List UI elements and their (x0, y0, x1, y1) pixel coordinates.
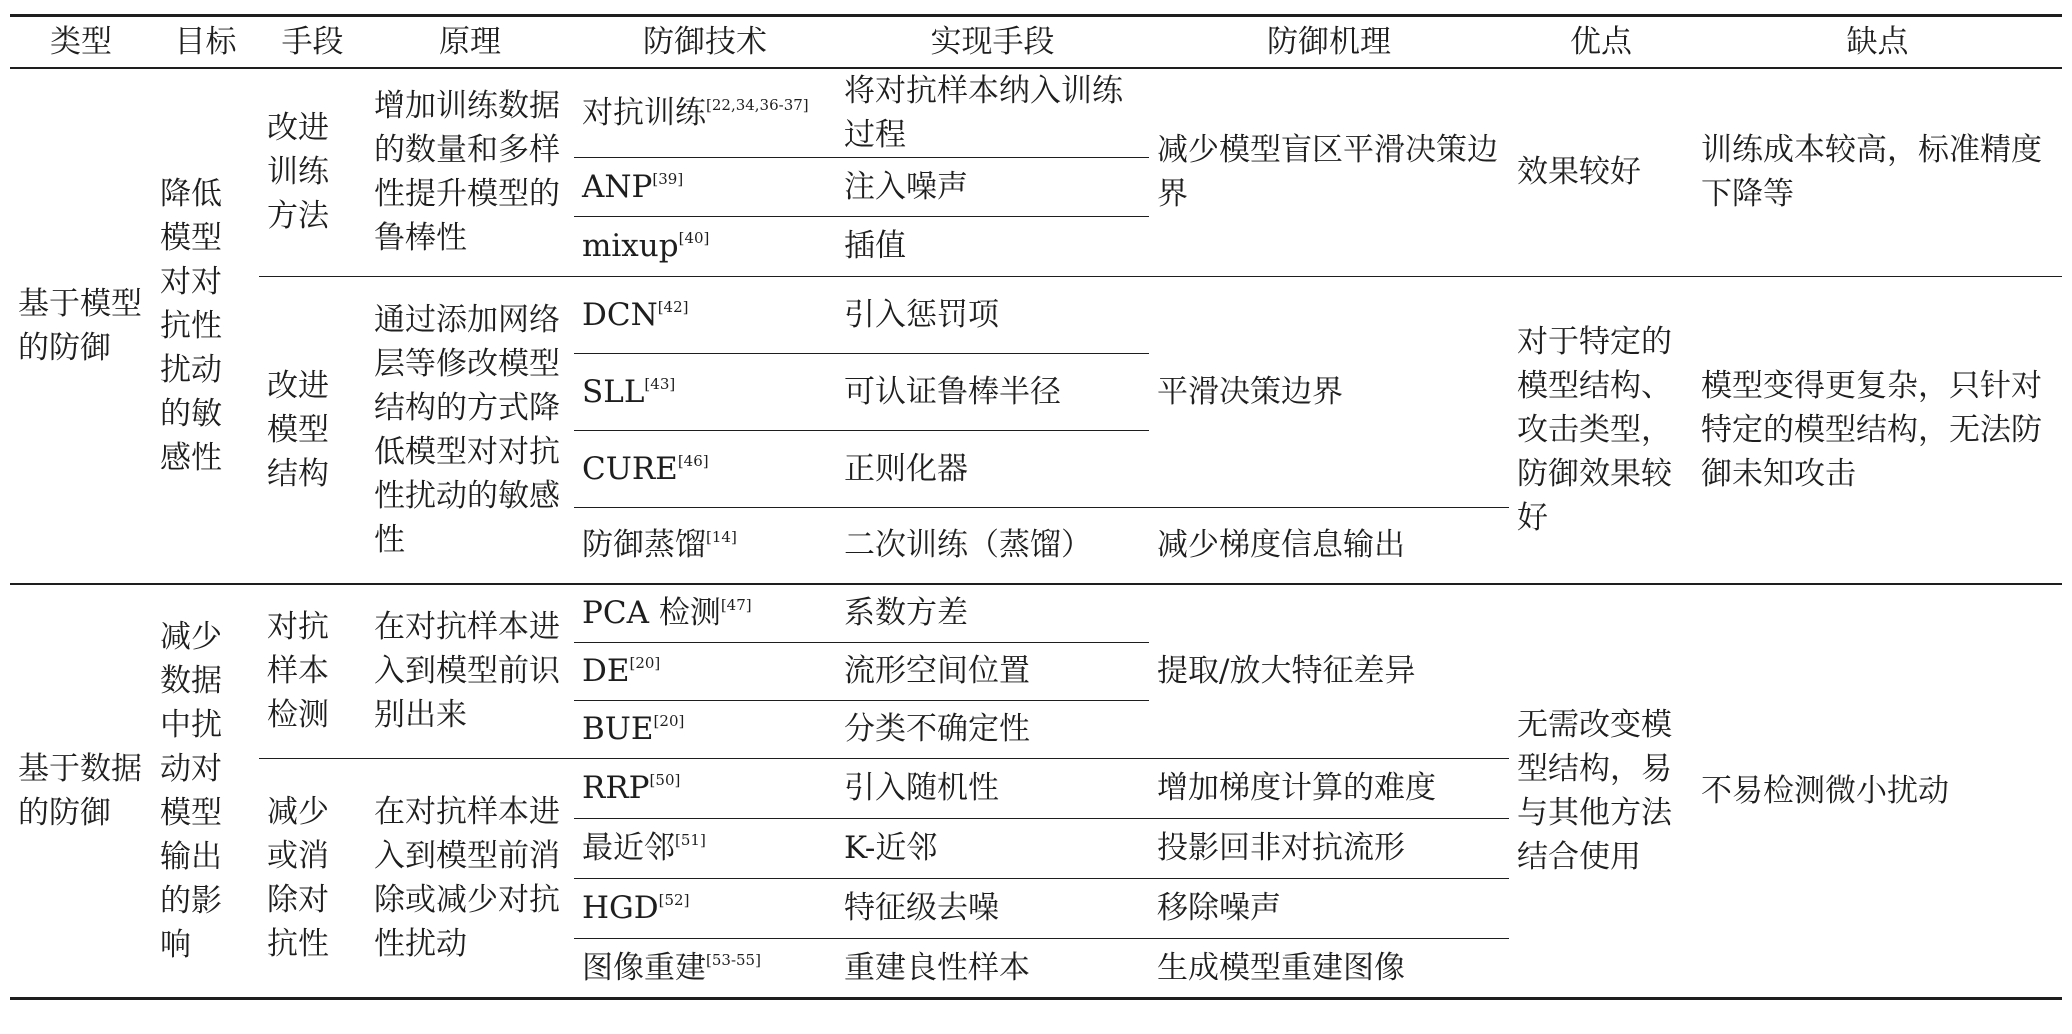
reference-mark: [47] (720, 596, 752, 615)
reference-mark: [51] (675, 831, 706, 849)
reference-mark: [22,34,36-37] (706, 95, 809, 114)
technique-cell (574, 216, 836, 276)
technique-cell (574, 700, 836, 758)
reference-mark: [42] (657, 297, 689, 316)
table-row (10, 68, 2062, 158)
type-cell: 基于数据的防御 (10, 584, 152, 998)
reference-mark: [40] (678, 229, 710, 247)
reference-mark: [20] (653, 712, 685, 730)
technique-name: mixup (582, 228, 679, 264)
reference-mark: [46] (677, 451, 709, 470)
implementation-cell: 正则化器 (836, 430, 1149, 507)
technique-cell (574, 276, 836, 353)
header-technique: 防御技术 (574, 16, 836, 68)
technique-cell (574, 157, 836, 216)
defense-methods-table (10, 14, 2062, 1000)
technique-cell (574, 584, 836, 642)
table-row (10, 584, 2062, 642)
technique-name: SLL (582, 373, 645, 410)
header-disadvantage: 缺点 (1693, 16, 2062, 68)
mechanism-cell: 减少模型盲区平滑决策边界 (1149, 68, 1509, 277)
mechanism-cell: 平滑决策边界 (1149, 276, 1509, 507)
method-cell: 减少或消除对抗性 (259, 758, 366, 998)
implementation-cell: 插值 (836, 216, 1149, 276)
method-cell: 改进模型结构 (259, 276, 366, 584)
goal-cell: 降低模型对对抗性扰动的敏感性 (152, 68, 259, 585)
implementation-cell: 二次训练（蒸馏） (836, 507, 1149, 584)
implementation-cell: 可认证鲁棒半径 (836, 353, 1149, 430)
technique-cell (574, 430, 836, 507)
technique-name: RRP (582, 770, 650, 806)
header-method: 手段 (259, 16, 366, 68)
technique-name: BUE (582, 711, 654, 747)
principle-cell: 在对抗样本进入到模型前识别出来 (366, 584, 574, 758)
disadvantage-cell: 训练成本较高，标准精度下降等 (1693, 68, 2062, 277)
advantage-cell: 对于特定的模型结构、攻击类型，防御效果较好 (1509, 276, 1693, 584)
mechanism-cell: 减少梯度信息输出 (1149, 507, 1509, 584)
method-cell: 改进训练方法 (259, 68, 366, 277)
technique-name: ANP (582, 168, 653, 205)
header-type: 类型 (10, 16, 152, 68)
reference-mark: [43] (644, 374, 676, 393)
implementation-cell: 分类不确定性 (836, 700, 1149, 758)
technique-name: HGD (582, 890, 659, 926)
implementation-cell: 将对抗样本纳入训练过程 (836, 68, 1149, 158)
technique-name: 对抗训练 (582, 94, 706, 131)
implementation-cell: 引入惩罚项 (836, 276, 1149, 353)
header-goal: 目标 (152, 16, 259, 68)
technique-name: 图像重建 (582, 949, 706, 986)
type-cell: 基于模型的防御 (10, 68, 152, 585)
header-advantage: 优点 (1509, 16, 1693, 68)
technique-name: DCN (582, 296, 658, 333)
technique-cell (574, 938, 836, 998)
technique-name: PCA 检测 (582, 595, 721, 632)
reference-mark: [53-55] (706, 950, 761, 969)
disadvantage-cell: 模型变得更复杂，只针对特定的模型结构，无法防御未知攻击 (1693, 276, 2062, 584)
implementation-cell: 重建良性样本 (836, 938, 1149, 998)
header-mechanism: 防御机理 (1149, 16, 1509, 68)
method-cell: 对抗样本检测 (259, 584, 366, 758)
technique-cell (574, 818, 836, 878)
principle-cell: 增加训练数据的数量和多样性提升模型的鲁棒性 (366, 68, 574, 277)
goal-cell: 减少数据中扰动对模型输出的影响 (152, 584, 259, 998)
technique-cell (574, 642, 836, 700)
technique-cell (574, 758, 836, 818)
technique-cell (574, 68, 836, 158)
implementation-cell: 流形空间位置 (836, 642, 1149, 700)
header-principle: 原理 (366, 16, 574, 68)
table-row (10, 276, 2062, 353)
header-row (10, 16, 2062, 68)
reference-mark: [39] (652, 169, 684, 188)
implementation-cell: 系数方差 (836, 584, 1149, 642)
mechanism-cell: 投影回非对抗流形 (1149, 818, 1509, 878)
technique-cell (574, 507, 836, 584)
reference-mark: [14] (706, 528, 737, 547)
disadvantage-cell: 不易检测微小扰动 (1693, 584, 2062, 998)
mechanism-cell: 生成模型重建图像 (1149, 938, 1509, 998)
reference-mark: [50] (649, 771, 681, 789)
advantage-cell: 无需改变模型结构，易与其他方法结合使用 (1509, 584, 1693, 998)
principle-cell: 在对抗样本进入到模型前消除或减少对抗性扰动 (366, 758, 574, 998)
technique-name: CURE (582, 450, 678, 487)
technique-name: 最近邻 (582, 830, 675, 866)
mechanism-cell: 移除噪声 (1149, 878, 1509, 938)
mechanism-cell: 提取/放大特征差异 (1149, 584, 1509, 758)
header-implementation: 实现手段 (836, 16, 1149, 68)
implementation-cell: 特征级去噪 (836, 878, 1149, 938)
principle-cell: 通过添加网络层等修改模型结构的方式降低模型对对抗性扰动的敏感性 (366, 276, 574, 584)
technique-cell (574, 878, 836, 938)
reference-mark: [20] (629, 654, 661, 672)
implementation-cell: 引入随机性 (836, 758, 1149, 818)
technique-name: 防御蒸馏 (582, 527, 706, 564)
implementation-cell: 注入噪声 (836, 157, 1149, 216)
reference-mark: [52] (658, 891, 690, 909)
advantage-cell: 效果较好 (1509, 68, 1693, 277)
mechanism-cell: 增加梯度计算的难度 (1149, 758, 1509, 818)
technique-cell (574, 353, 836, 430)
implementation-cell: K-近邻 (836, 818, 1149, 878)
technique-name: DE (582, 653, 630, 689)
